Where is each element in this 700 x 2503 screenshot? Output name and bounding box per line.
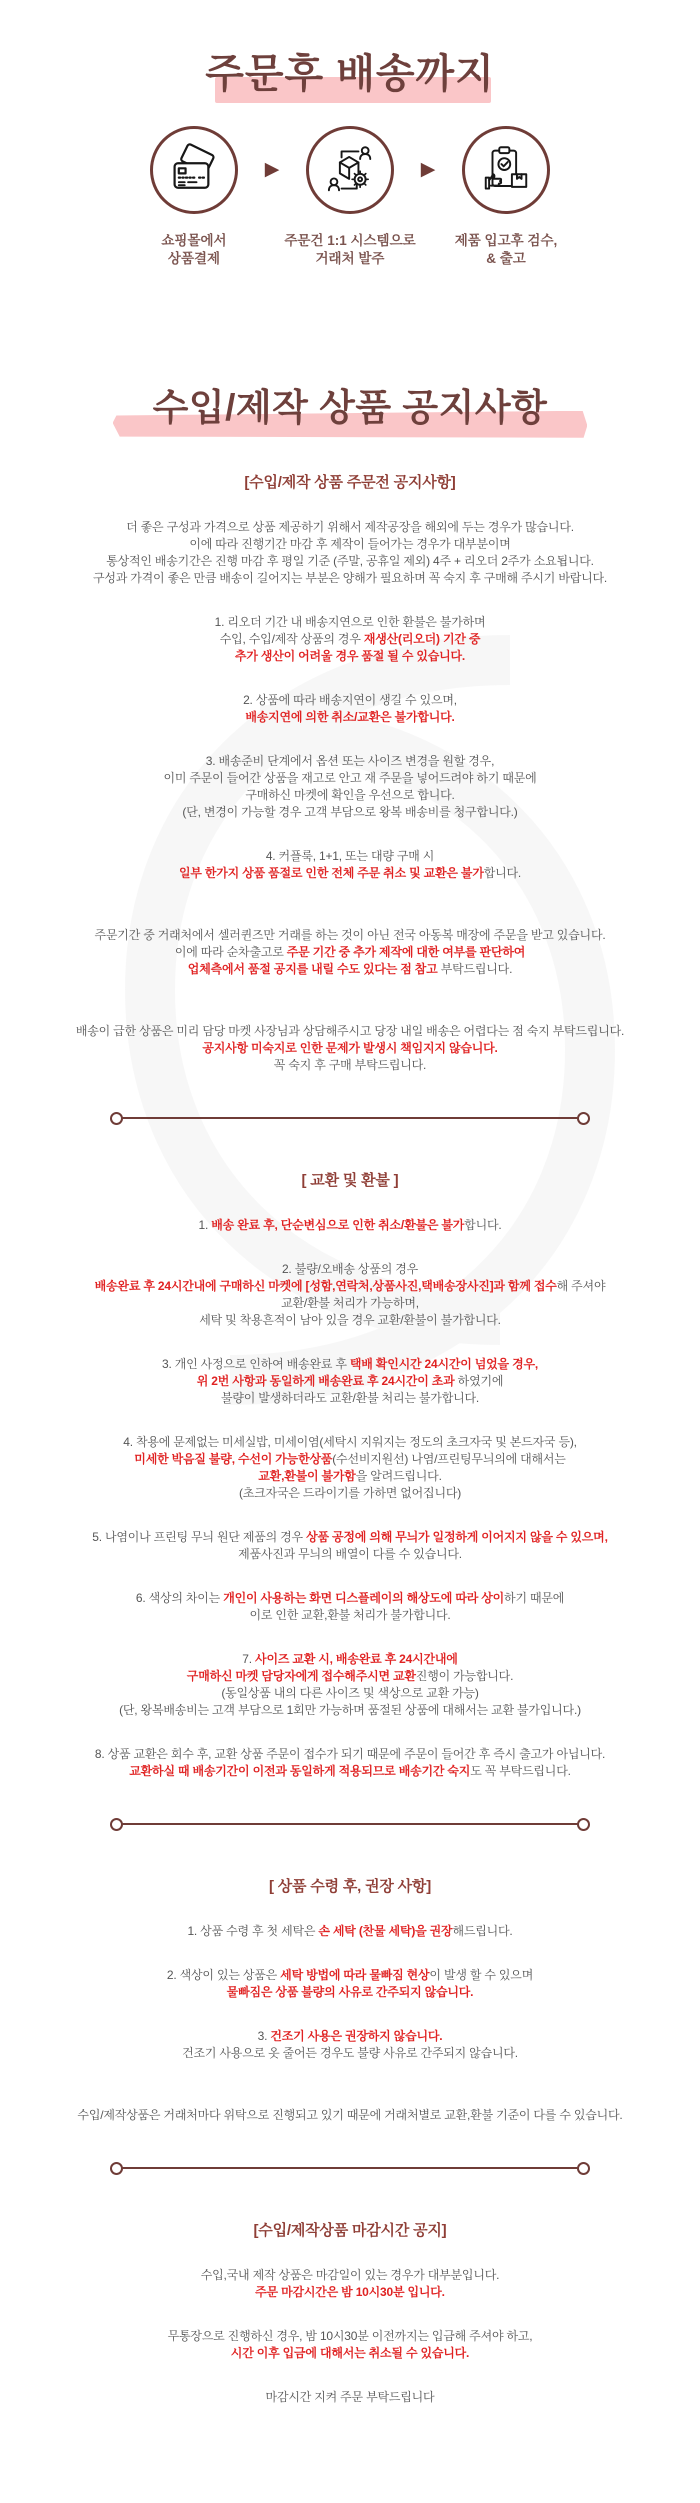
notice-paragraph [20,1590,680,1624]
text-segment: 7. [242,1651,256,1666]
notice-paragraph [20,1746,680,1780]
order-step-circle [306,126,394,214]
text-segment: 3. [257,2028,271,2043]
text-segment: 배송이 급한 상품은 미리 담당 마켓 사장님과 상담해주시고 당장 내일 배송은 어렵다는 점 숙지 부탁드립니다. [75,1023,625,1038]
text-segment: 미세한 박음질 불량, 수선이 가능한상품 [134,1451,333,1466]
section-heading: [ 상품 수령 후, 권장 사항] [268,1877,431,1895]
notice-paragraph [20,1023,680,1074]
divider-line [122,1117,578,1120]
shipping-step-label-line2: & 출고 [486,251,526,266]
text-segment: 교환하실 때 배송기간이 이전과 동일하게 적용되므로 배송기간 숙지 [129,1763,471,1778]
text-segment: 구성과 가격이 좋은 만큼 배송이 길어지는 부분은 양해가 필요하며 꼭 숙지 후 구매해 주시기 바랍니다. [92,570,608,585]
text-segment: 상품 공정에 의해 무늬가 일정하게 이어지지 않을 수 있으며, [306,1529,608,1544]
text-segment: 부탁드립니다. [437,961,513,976]
payment-step-label-line1: 쇼핑몰에서 [161,233,227,248]
notice-paragraph [20,1356,680,1407]
shipping-step-circle [462,126,550,214]
text-segment: 2. 불량/오배송 상품의 경우 [281,1261,419,1276]
notice-paragraph [20,1967,680,2001]
text-segment: 이 발생 할 수 있으며 [429,1967,534,1982]
section-heading: [수입/제작상품 마감시간 공지] [253,2221,447,2239]
inspection-shipping-icon [479,143,533,197]
text-segment: 주문기간 중 거래처에서 셀러퀸즈만 거래를 하는 것이 아닌 전국 아동복 매장에 주문을 받고 있습니다. [94,927,606,942]
text-segment: 꼭 숙지 후 구매 부탁드립니다. [273,1057,427,1072]
text-segment: 구매하신 마켓 담당자에게 접수해주시면 교환 [186,1668,416,1683]
arrow-right-icon: ▶ [420,159,436,180]
text-segment: 이에 따라 진행기간 마감 후 제작이 들어가는 경우가 대부분이며 [189,536,511,551]
divider-ring-right [577,1818,590,1831]
notice-paragraph [20,927,680,978]
notice-paragraph [20,1217,680,1234]
text-segment: 재생산(리오더) 기간 중 [363,631,481,646]
divider-ring-right [577,1112,590,1125]
text-segment: 6. 색상의 차이는 [135,1590,224,1605]
notice-paragraph [20,2328,680,2362]
text-segment: 택배 확인시간 24시간이 넘었을 경우, [349,1356,538,1371]
notice-paragraph [20,753,680,821]
text-segment: 1. 리오더 기간 내 배송지연으로 인한 환불은 불가하며 [214,614,486,629]
text-segment: 주문 기간 중 추가 제작에 대한 여부를 판단하여 [286,944,526,959]
text-segment: 4. 착용에 문제없는 미세실밥, 미세이염(세탁시 지워지는 정도의 초크자국 및 본드자국 등), [123,1434,577,1449]
notice-paragraph [20,1529,680,1563]
text-segment: 도 꼭 부탁드립니다. [470,1763,571,1778]
shipping-step-label-line1: 제품 입고후 검수, [454,233,558,248]
notice-paragraph [20,2028,680,2062]
section-divider [110,2162,590,2175]
text-segment: 8. 상품 교환은 회수 후, 교환 상품 주문이 접수가 되기 때문에 주문이 들어간 후 즉시 출고가 아닙니다. [94,1746,606,1761]
text-segment: 4. 커플룩, 1+1, 또는 대량 구매 시 [265,848,435,863]
text-segment: 하기 때문에 [504,1590,565,1605]
notice-paragraph [20,2389,680,2406]
order-system-icon [323,143,377,197]
page-title [0,0,700,96]
text-segment: 2. 색상이 있는 상품은 [166,1967,281,1982]
order-step-label-line2: 거래처 발주 [315,251,385,266]
text-segment: 배송지연에 의한 취소/교환은 불가합니다. [245,709,455,724]
section-heading: [ 교환 및 환불 ] [301,1171,399,1189]
text-segment: 교환/환불 처리가 가능하며, [281,1295,419,1310]
text-segment: 손 세탁 (찬물 세탁)을 권장 [318,1923,453,1938]
text-segment: 불량이 발생하더라도 교환/환불 처리는 불가합니다. [220,1390,480,1405]
text-segment: 물빠짐은 상품 불량의 사유로 간주되지 않습니다. [226,1984,474,1999]
text-segment: 배송 완료 후, 단순변심으로 인한 취소/환불은 불가 [211,1217,465,1232]
notice-paragraph [20,1923,680,1940]
notice-paragraph [20,1261,680,1329]
bottom-padding [0,2433,700,2503]
text-segment: 건조기 사용은 권장하지 않습니다. [270,2028,443,2043]
notice-paragraph [20,1434,680,1502]
text-segment: 3. 배송준비 단계에서 옵션 또는 사이즈 변경을 원할 경우, [205,753,495,768]
text-segment: (단, 왕복배송비는 고객 부담으로 1회만 가능하며 품절된 상품에 대해서는 교환 불가입니다.) [119,1702,581,1717]
text-segment: (수선비지원선) 나염/프린팅무늬의에 대해서는 [332,1451,566,1466]
text-segment: 이로 인한 교환,환불 처리가 불가합니다. [249,1607,451,1622]
text-segment: 하였기에 [454,1373,504,1388]
notice-paragraph [20,848,680,882]
page-title-text: 주문후 배송까지 [199,52,501,96]
text-segment: 이미 주문이 들어간 상품을 재고로 안고 재 주문을 넣어드려야 하기 때문에 [163,770,537,785]
credit-card-icon [167,143,221,197]
text-segment: 수입,국내 제작 상품은 마감일이 있는 경우가 대부분입니다. [200,2267,500,2282]
text-segment: 개인이 사용하는 화면 디스플레이의 해상도에 따라 상이 [223,1590,505,1605]
section-divider [110,1818,590,1831]
section-heading: [수입/제작 상품 주문전 공지사항] [244,473,456,491]
text-segment: 구매하신 마켓에 확인을 우선으로 합니다. [245,787,455,802]
text-segment: 해 주셔야 [556,1278,606,1293]
notice-title [0,388,700,429]
text-segment: 합니다. [464,1217,502,1232]
process-step-shipping [446,126,566,266]
text-segment: 진행이 가능합니다. [415,1668,514,1683]
text-segment: 시간 이후 입금에 대해서는 취소될 수 있습니다. [230,2345,470,2360]
notice-section [0,1169,700,1780]
text-segment: (동일상품 내의 다른 사이즈 및 색상으로 교환 가능) [221,1685,479,1700]
notice-paragraph [20,1651,680,1719]
divider-ring-right [577,2162,590,2175]
notice-paragraph [20,2267,680,2301]
payment-step-circle [150,126,238,214]
notice-sections [0,471,700,2406]
notice-section [0,1875,700,2124]
shipping-step-label [455,232,558,268]
text-segment: 합니다. [483,865,522,880]
process-step-payment [134,126,254,266]
text-segment: 통상적인 배송기간은 진행 마감 후 평일 기준 (주말, 공휴일 제외) 4주 + 리오더 2주가 소요됩니다. [106,553,594,568]
text-segment: 2. 상품에 따라 배송지연이 생길 수 있으며, [243,692,457,707]
text-segment: 업체측에서 품절 공지를 내릴 수도 있다는 점 참고 [187,961,438,976]
text-segment: 배송완료 후 24시간내에 구매하신 마켓에 [성함,연락처,상품사진,택배송장사진]과 함께 접수 [94,1278,557,1293]
text-segment: 제품사진과 무늬의 배열이 다를 수 있습니다. [238,1546,462,1561]
text-segment: 무통장으로 진행하신 경우, 밤 10시30분 이전까지는 입금해 주셔야 하고, [167,2328,533,2343]
text-segment: 일부 한가지 상품 품절로 인한 전체 주문 취소 및 교환은 불가 [178,865,484,880]
text-segment: 사이즈 교환 시, 배송완료 후 24시간내에 [255,1651,458,1666]
text-segment: 이에 따라 순차출고로 [174,944,287,959]
payment-step-label-line2: 상품결제 [167,251,221,266]
notice-section [0,471,700,1074]
text-segment: 수입/제작상품은 거래처마다 위탁으로 진행되고 있기 때문에 거래처별로 교환,환불 기준이 다를 수 있습니다. [77,2107,623,2122]
text-segment: 마감시간 지켜 주문 부탁드립니다 [265,2389,435,2404]
notice-paragraph [20,614,680,665]
text-segment: 세탁 방법에 따라 물빠짐 현상 [280,1967,430,1982]
notice-paragraph [20,2107,680,2124]
divider-line [122,2167,578,2170]
order-step-label [284,232,415,268]
section-divider [110,1112,590,1125]
text-segment: 수입, 수입/제작 상품의 경우 [219,631,364,646]
notice-paragraph [20,519,680,587]
text-segment: 을 알려드립니다. [355,1468,442,1483]
text-segment: (초크자국은 드라이기를 가하면 없어집니다) [238,1485,462,1500]
notice-title-text: 수입/제작 상품 공지사항 [149,388,552,429]
order-step-label-line1: 주문건 1:1 시스템으로 [284,233,416,248]
text-segment: 교환,환불이 불가함 [258,1468,356,1483]
arrow-right-icon: ▶ [264,159,280,180]
process-step-order [284,126,416,266]
text-segment: 건조기 사용으로 옷 줄어든 경우도 불량 사유로 간주되지 않습니다. [182,2045,518,2060]
text-segment: 공지사항 미숙지로 인한 문제가 발생시 책임지지 않습니다. [202,1040,498,1055]
notice-section [0,2219,700,2406]
payment-step-label [161,232,226,268]
order-process-flow [0,126,700,298]
text-segment: 추가 생산이 어려울 경우 품절 될 수 있습니다. [234,648,466,663]
text-segment: 주문 마감시간은 밤 10시30분 입니다. [255,2284,445,2299]
text-segment: 1. 상품 수령 후 첫 세탁은 [187,1923,319,1938]
text-segment: 5. 나염이나 프린팅 무늬 원단 제품의 경우 [92,1529,307,1544]
text-segment: 해드립니다. [452,1923,513,1938]
notice-paragraph [20,692,680,726]
text-segment: 1. [198,1217,212,1232]
text-segment: 세탁 및 착용흔적이 남아 있을 경우 교환/환불이 불가합니다. [199,1312,501,1327]
divider-line [122,1823,578,1826]
text-segment: (단, 변경이 가능할 경우 고객 부담으로 왕복 배송비를 청구합니다.) [182,804,518,819]
text-segment: 위 2번 사항과 동일하게 배송완료 후 24시간이 초과 [196,1373,455,1388]
text-segment: 3. 개인 사정으로 인하여 배송완료 후 [161,1356,350,1371]
text-segment: 더 좋은 구성과 가격으로 상품 제공하기 위해서 제작공장을 해외에 두는 경우가 많습니다. [126,519,574,534]
